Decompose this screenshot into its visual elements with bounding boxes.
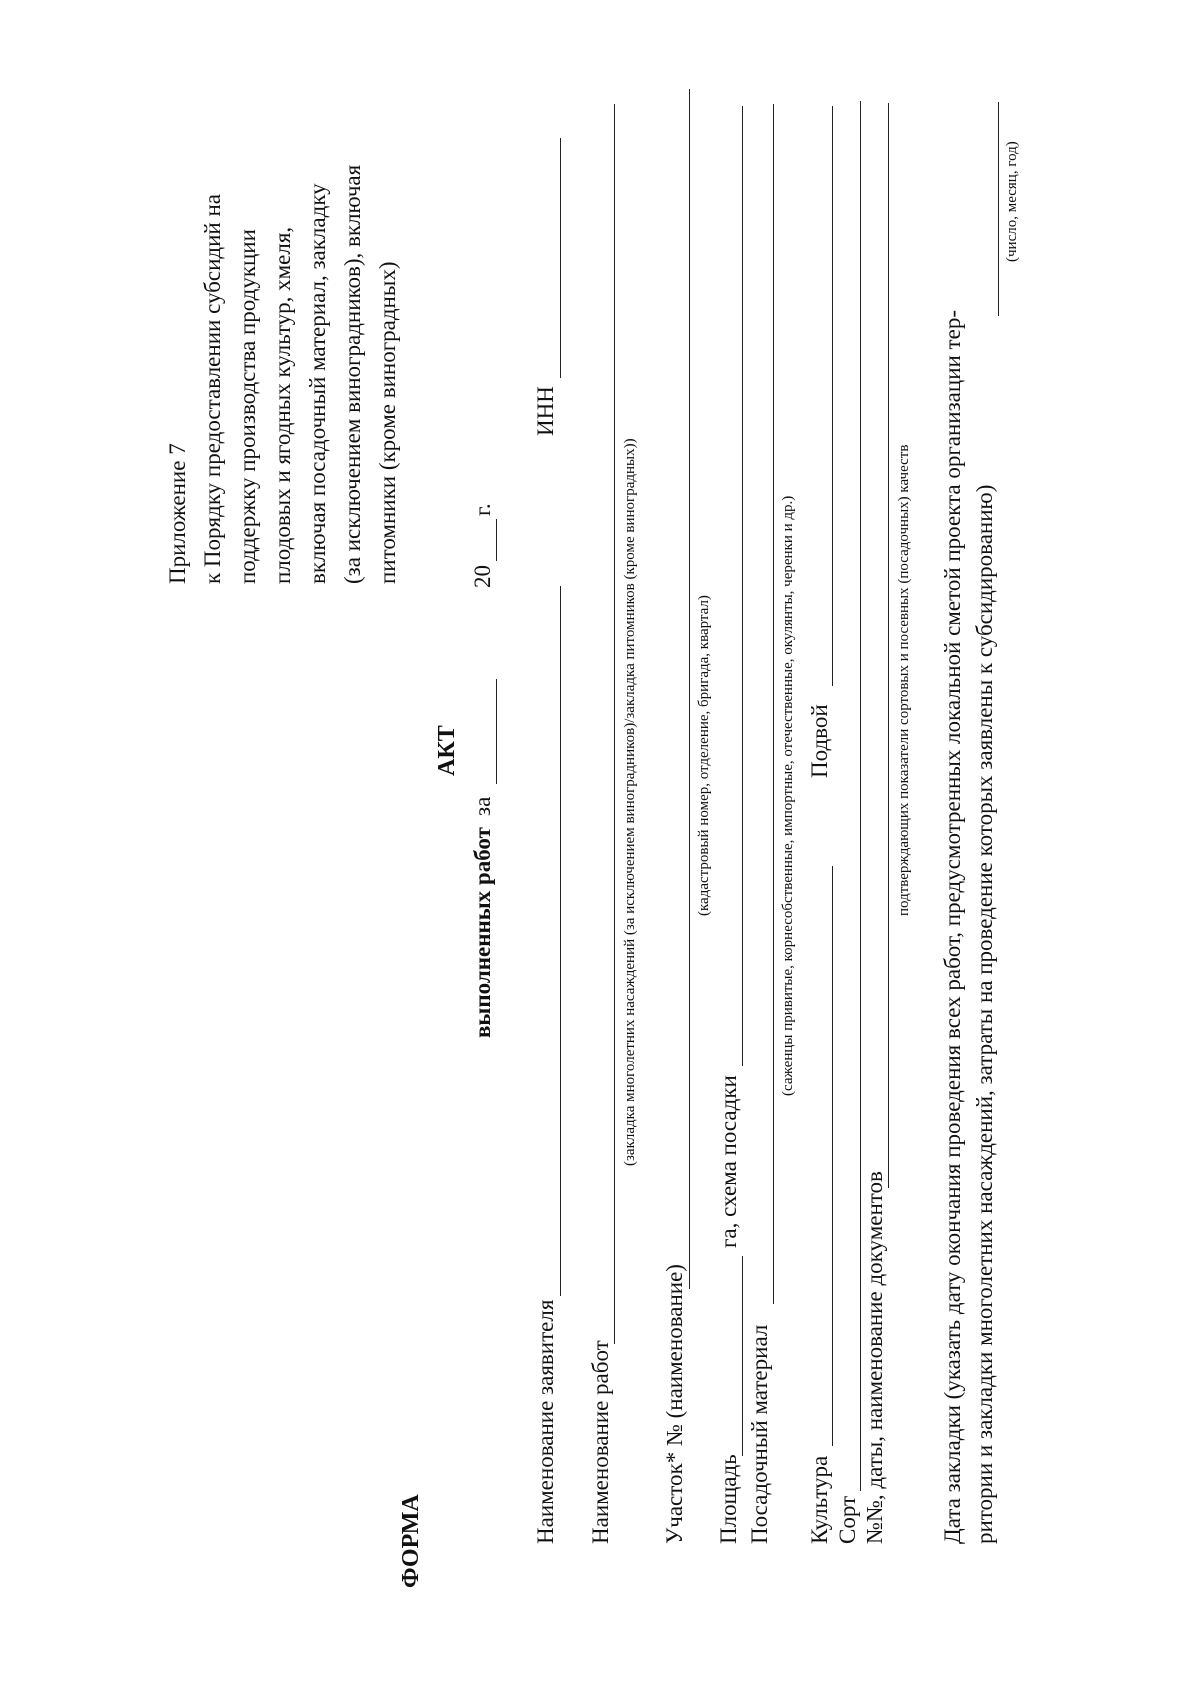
works-hint: (закладка многолетних насаждений (за исключением виноградников)/закладка питомников (кроме виноградных)) xyxy=(622,438,638,1166)
docs-label: №№, даты, наименование документов xyxy=(862,1171,887,1544)
appendix-line: к Порядку предоставлении субсидий на xyxy=(200,194,225,584)
works-line xyxy=(614,104,615,1344)
inn-line xyxy=(560,138,561,378)
date-text-line2: ритории и закладки многолетних насаждений, затраты на проведение которых заявлены к субсидированию) xyxy=(972,484,997,1544)
material-hint: (саженцы привитые, корнесобственные, импортные, отечественные, окулянты, черенки и др.) xyxy=(780,495,796,1096)
rootstock-label: Подвой xyxy=(807,704,832,778)
rootstock-line xyxy=(832,106,833,686)
doc-title: АКТ xyxy=(434,725,460,776)
appendix-line: включая посадочный материал, закладку xyxy=(305,183,330,584)
variety-label: Сорт xyxy=(835,1495,860,1544)
doc-subtitle: выполненных работ xyxy=(470,827,495,1038)
plot-label: Участок* № (наименование) xyxy=(662,1264,687,1544)
appendix-line: (за исключением виноградников), включая xyxy=(340,164,365,584)
year-prefix: 20 xyxy=(470,565,495,588)
applicant-line xyxy=(560,586,561,1296)
area-value-line xyxy=(742,1256,743,1456)
material-line xyxy=(773,104,774,1304)
docs-hint: подтверждающих показатели сортовых и посевных (посадочных) качеств xyxy=(896,444,912,916)
plot-hint: (кадастровый номер, отделение, бригада, квартал) xyxy=(696,595,712,916)
year-line xyxy=(496,519,497,561)
material-label: Посадочный материал xyxy=(747,1324,772,1544)
date-line xyxy=(998,102,999,316)
planting-scheme-line xyxy=(742,106,743,1066)
form-label: ФОРМА xyxy=(398,1494,424,1588)
period-line xyxy=(496,679,497,784)
variety-line xyxy=(860,101,861,1491)
date-text-line1: Дата закладки (указать дату окончания проведения всех работ, предусмотренных локальной сметой проекта организации тер- xyxy=(940,310,965,1544)
year-suffix: г. xyxy=(470,503,495,516)
appendix-line: плодовых и ягодных культур, хмеля, xyxy=(270,226,295,584)
appendix-line: питомники (кроме виноградных) xyxy=(375,261,400,584)
area-label: Площадь xyxy=(716,1454,741,1544)
applicant-label: Наименование заявителя xyxy=(533,1299,558,1544)
appendix-line: поддержку производства продукции xyxy=(235,229,260,584)
area-unit: га, схема посадки xyxy=(716,1075,741,1248)
culture-label: Культура xyxy=(807,1455,832,1544)
doc-subtitle-za: за xyxy=(470,796,495,816)
docs-line xyxy=(888,103,889,1188)
appendix-line: Приложение 7 xyxy=(165,443,190,584)
works-label: Наименование работ xyxy=(588,1340,613,1544)
plot-line xyxy=(689,89,690,1289)
date-hint: (число, месяц, год) xyxy=(1004,141,1020,262)
appendix-block xyxy=(160,165,405,584)
inn-label: ИНН xyxy=(533,386,558,436)
culture-line xyxy=(832,866,833,1446)
